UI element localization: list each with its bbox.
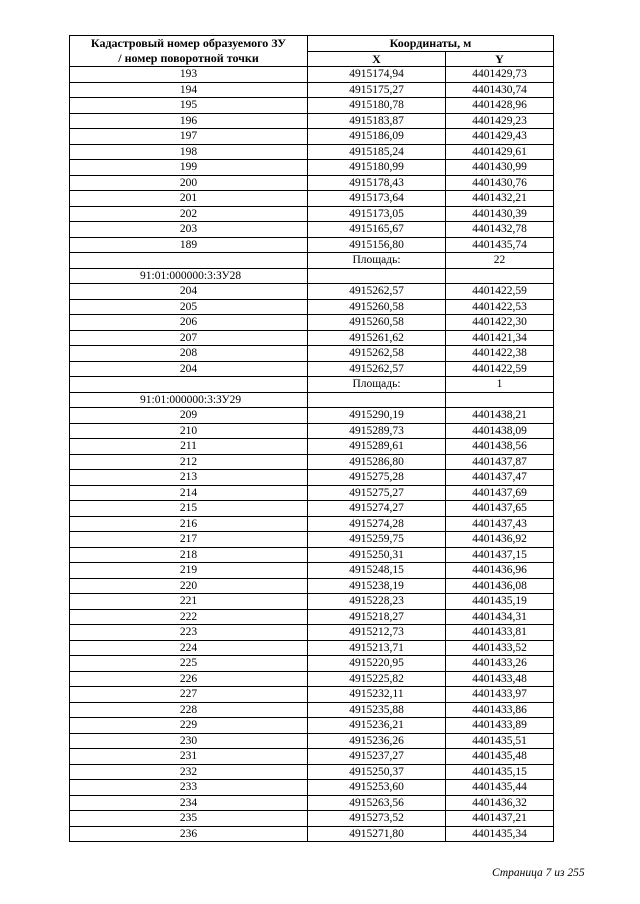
coord-x: 4915260,58 (308, 299, 446, 315)
coord-x: 4915212,73 (308, 625, 446, 641)
coord-x: 4915262,58 (308, 346, 446, 362)
point-number: 200 (70, 175, 308, 191)
point-number: 197 (70, 129, 308, 145)
table-row (70, 67, 554, 83)
coord-x: 4915271,80 (308, 826, 446, 842)
point-number: 223 (70, 625, 308, 641)
point-number: 220 (70, 578, 308, 594)
table-header (70, 36, 554, 67)
header-x: X (308, 51, 446, 67)
coord-y: 4401435,44 (446, 780, 554, 796)
coord-x: 4915253,60 (308, 780, 446, 796)
coord-y: 4401430,99 (446, 160, 554, 176)
empty-cell (446, 392, 554, 408)
coord-y: 4401437,47 (446, 470, 554, 486)
point-number: 224 (70, 640, 308, 656)
coord-y: 4401422,38 (446, 346, 554, 362)
table-row (70, 795, 554, 811)
point-number: 228 (70, 702, 308, 718)
coord-x: 4915185,24 (308, 144, 446, 160)
coord-y: 4401433,52 (446, 640, 554, 656)
coord-y: 4401436,32 (446, 795, 554, 811)
coord-x: 4915248,15 (308, 563, 446, 579)
table-row (70, 470, 554, 486)
point-number: 210 (70, 423, 308, 439)
lot-title-row (70, 392, 554, 408)
point-number: 205 (70, 299, 308, 315)
coord-y: 4401437,65 (446, 501, 554, 517)
coord-x: 4915263,56 (308, 795, 446, 811)
coord-x: 4915262,57 (308, 361, 446, 377)
coord-y: 4401421,34 (446, 330, 554, 346)
table-row (70, 594, 554, 610)
coord-x: 4915289,61 (308, 439, 446, 455)
coord-y: 4401430,76 (446, 175, 554, 191)
coord-x: 4915250,31 (308, 547, 446, 563)
point-number: 198 (70, 144, 308, 160)
coord-x: 4915274,28 (308, 516, 446, 532)
empty-cell (70, 253, 308, 269)
table-row (70, 237, 554, 253)
table-row (70, 826, 554, 842)
point-number: 217 (70, 532, 308, 548)
table-row (70, 206, 554, 222)
point-number: 233 (70, 780, 308, 796)
coord-x: 4915286,80 (308, 454, 446, 470)
coord-x: 4915180,99 (308, 160, 446, 176)
point-number: 219 (70, 563, 308, 579)
lot-cadastral-number: 91:01:000000:3:ЗУ28 (70, 268, 308, 284)
point-number: 202 (70, 206, 308, 222)
coord-x: 4915289,73 (308, 423, 446, 439)
table-row (70, 175, 554, 191)
table-row (70, 299, 554, 315)
coordinates-table (69, 35, 554, 842)
coord-y: 4401435,48 (446, 749, 554, 765)
table-row (70, 780, 554, 796)
coord-y: 4401430,74 (446, 82, 554, 98)
coord-y: 4401435,34 (446, 826, 554, 842)
table-row (70, 516, 554, 532)
point-number: 214 (70, 485, 308, 501)
coord-x: 4915175,27 (308, 82, 446, 98)
coord-x: 4915186,09 (308, 129, 446, 145)
coord-x: 4915275,27 (308, 485, 446, 501)
coord-x: 4915220,95 (308, 656, 446, 672)
header-cadastral-number: Кадастровый номер образуемого ЗУ / номер поворотной точки (70, 36, 308, 67)
table-row (70, 330, 554, 346)
coord-x: 4915174,94 (308, 67, 446, 83)
coord-x: 4915273,52 (308, 811, 446, 827)
table-row (70, 408, 554, 424)
coord-y: 4401438,21 (446, 408, 554, 424)
coord-y: 4401432,21 (446, 191, 554, 207)
coord-y: 4401433,97 (446, 687, 554, 703)
table-row (70, 764, 554, 780)
table-row (70, 656, 554, 672)
table-row (70, 284, 554, 300)
coord-x: 4915236,26 (308, 733, 446, 749)
point-number: 207 (70, 330, 308, 346)
table-row (70, 563, 554, 579)
point-number: 229 (70, 718, 308, 734)
coord-x: 4915178,43 (308, 175, 446, 191)
table-row (70, 423, 554, 439)
area-row (70, 253, 554, 269)
table-row (70, 547, 554, 563)
empty-cell (308, 268, 446, 284)
coord-y: 4401433,89 (446, 718, 554, 734)
table-row (70, 671, 554, 687)
table-row (70, 733, 554, 749)
point-number: 203 (70, 222, 308, 238)
coord-y: 4401435,74 (446, 237, 554, 253)
table-row (70, 749, 554, 765)
point-number: 212 (70, 454, 308, 470)
point-number: 236 (70, 826, 308, 842)
coord-y: 4401435,15 (446, 764, 554, 780)
table-row (70, 222, 554, 238)
coord-x: 4915165,67 (308, 222, 446, 238)
coord-x: 4915261,62 (308, 330, 446, 346)
table-row (70, 113, 554, 129)
coord-y: 4401435,19 (446, 594, 554, 610)
point-number: 225 (70, 656, 308, 672)
coord-x: 4915237,27 (308, 749, 446, 765)
coord-y: 4401422,59 (446, 361, 554, 377)
point-number: 226 (70, 671, 308, 687)
table-row (70, 361, 554, 377)
coord-y: 4401437,69 (446, 485, 554, 501)
point-number: 196 (70, 113, 308, 129)
point-number: 195 (70, 98, 308, 114)
coord-x: 4915262,57 (308, 284, 446, 300)
coord-y: 4401429,61 (446, 144, 554, 160)
coord-x: 4915236,21 (308, 718, 446, 734)
coord-x: 4915173,64 (308, 191, 446, 207)
coord-x: 4915183,87 (308, 113, 446, 129)
table-row (70, 454, 554, 470)
coord-x: 4915250,37 (308, 764, 446, 780)
table-row (70, 578, 554, 594)
point-number: 213 (70, 470, 308, 486)
coord-y: 4401434,31 (446, 609, 554, 625)
coord-x: 4915228,23 (308, 594, 446, 610)
area-value: 22 (446, 253, 554, 269)
coord-y: 4401433,48 (446, 671, 554, 687)
table-row (70, 811, 554, 827)
coord-y: 4401432,78 (446, 222, 554, 238)
point-number: 234 (70, 795, 308, 811)
point-number: 204 (70, 284, 308, 300)
point-number: 218 (70, 547, 308, 563)
table-row (70, 687, 554, 703)
table-row (70, 98, 554, 114)
table-body (70, 67, 554, 842)
point-number: 208 (70, 346, 308, 362)
coord-y: 4401429,23 (446, 113, 554, 129)
coord-x: 4915218,27 (308, 609, 446, 625)
coord-y: 4401429,43 (446, 129, 554, 145)
coord-y: 4401430,39 (446, 206, 554, 222)
table-row (70, 82, 554, 98)
coord-y: 4401437,43 (446, 516, 554, 532)
page-number: Страница 7 из 255 (492, 867, 585, 879)
table-row (70, 625, 554, 641)
point-number: 211 (70, 439, 308, 455)
table-row (70, 532, 554, 548)
coord-y: 4401429,73 (446, 67, 554, 83)
point-number: 204 (70, 361, 308, 377)
area-label: Площадь: (308, 253, 446, 269)
coord-y: 4401435,51 (446, 733, 554, 749)
coord-x: 4915290,19 (308, 408, 446, 424)
point-number: 227 (70, 687, 308, 703)
coord-x: 4915259,75 (308, 532, 446, 548)
point-number: 206 (70, 315, 308, 331)
point-number: 216 (70, 516, 308, 532)
coord-x: 4915238,19 (308, 578, 446, 594)
empty-cell (70, 377, 308, 393)
coord-y: 4401436,92 (446, 532, 554, 548)
point-number: 231 (70, 749, 308, 765)
point-number: 232 (70, 764, 308, 780)
table-row (70, 346, 554, 362)
coord-y: 4401433,86 (446, 702, 554, 718)
table-row (70, 609, 554, 625)
coord-y: 4401438,56 (446, 439, 554, 455)
point-number: 215 (70, 501, 308, 517)
table-row (70, 439, 554, 455)
point-number: 199 (70, 160, 308, 176)
coord-y: 4401422,53 (446, 299, 554, 315)
point-number: 189 (70, 237, 308, 253)
point-number: 209 (70, 408, 308, 424)
coord-y: 4401436,08 (446, 578, 554, 594)
coord-x: 4915232,11 (308, 687, 446, 703)
table-row (70, 640, 554, 656)
coord-y: 4401438,09 (446, 423, 554, 439)
point-number: 221 (70, 594, 308, 610)
coord-x: 4915235,88 (308, 702, 446, 718)
coord-x: 4915173,05 (308, 206, 446, 222)
table-row (70, 718, 554, 734)
coord-y: 4401436,96 (446, 563, 554, 579)
coord-y: 4401422,59 (446, 284, 554, 300)
header-coordinates: Координаты, м (308, 36, 554, 52)
empty-cell (308, 392, 446, 408)
coord-x: 4915260,58 (308, 315, 446, 331)
lot-cadastral-number: 91:01:000000:3:ЗУ29 (70, 392, 308, 408)
coord-y: 4401428,96 (446, 98, 554, 114)
coord-y: 4401437,15 (446, 547, 554, 563)
point-number: 194 (70, 82, 308, 98)
point-number: 222 (70, 609, 308, 625)
table-row (70, 485, 554, 501)
coord-x: 4915275,28 (308, 470, 446, 486)
table-row (70, 315, 554, 331)
coord-x: 4915213,71 (308, 640, 446, 656)
point-number: 193 (70, 67, 308, 83)
coord-y: 4401437,87 (446, 454, 554, 470)
table-row (70, 191, 554, 207)
point-number: 201 (70, 191, 308, 207)
table-row (70, 702, 554, 718)
area-label: Площадь: (308, 377, 446, 393)
header-y: Y (446, 51, 554, 67)
table-row (70, 129, 554, 145)
point-number: 230 (70, 733, 308, 749)
coord-y: 4401433,81 (446, 625, 554, 641)
coord-x: 4915274,27 (308, 501, 446, 517)
coord-y: 4401433,26 (446, 656, 554, 672)
empty-cell (446, 268, 554, 284)
point-number: 235 (70, 811, 308, 827)
coord-y: 4401422,30 (446, 315, 554, 331)
table-row (70, 501, 554, 517)
coord-x: 4915156,80 (308, 237, 446, 253)
coord-y: 4401437,21 (446, 811, 554, 827)
area-row (70, 377, 554, 393)
lot-title-row (70, 268, 554, 284)
coord-x: 4915225,82 (308, 671, 446, 687)
table-row (70, 144, 554, 160)
table-row (70, 160, 554, 176)
area-value: 1 (446, 377, 554, 393)
coord-x: 4915180,78 (308, 98, 446, 114)
